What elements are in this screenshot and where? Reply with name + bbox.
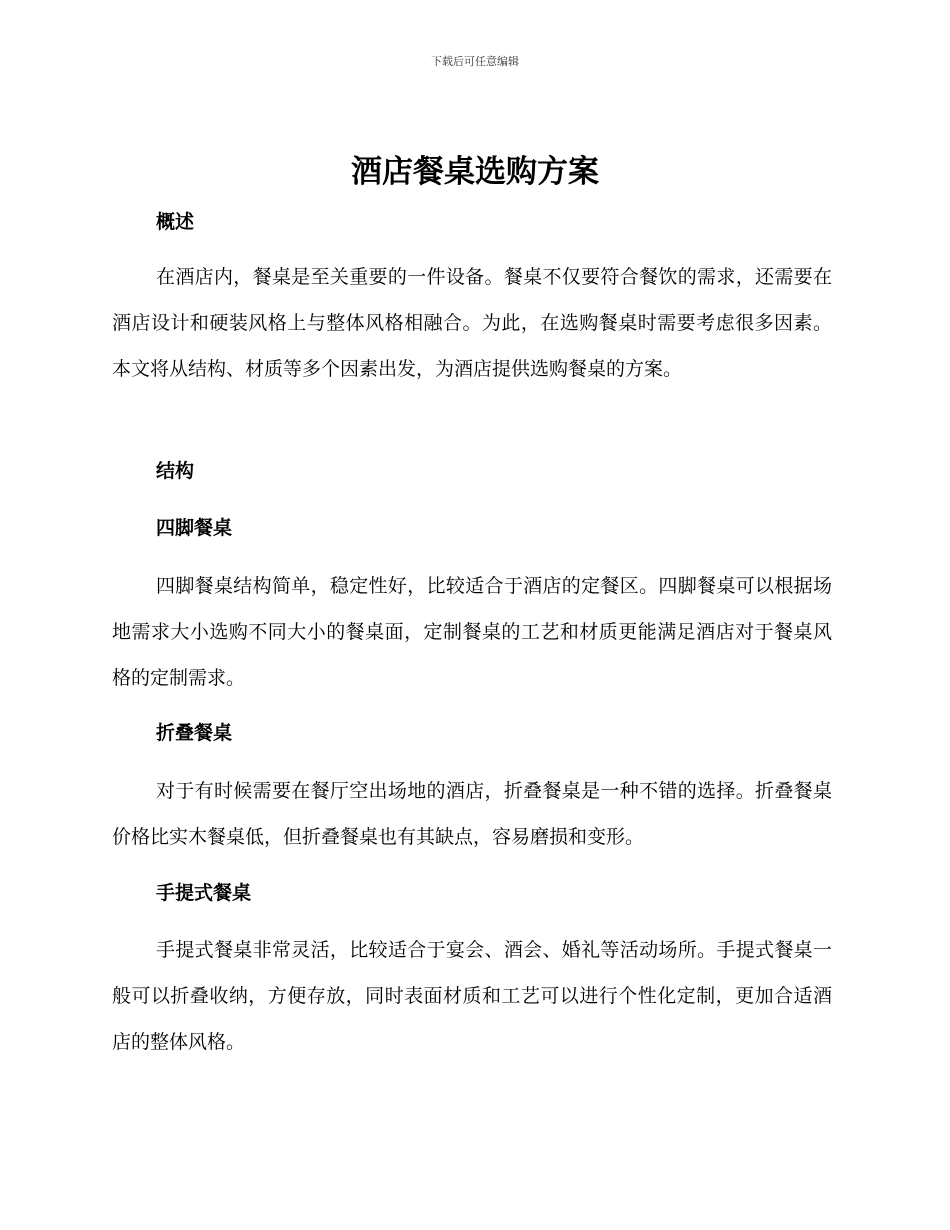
subsection-paragraph-portable: 手提式餐桌非常灵活，比较适合于宴会、酒会、婚礼等活动场所。手提式餐桌一般可以折叠收纳，方便存放，同时表面材质和工艺可以进行个性化定制，更加合适酒店的整体风格。 (112, 939, 832, 1053)
page-header-note: 下载后可任意编辑 (431, 55, 519, 68)
subsection-paragraph-folding: 对于有时候需要在餐厅空出场地的酒店，折叠餐桌是一种不错的选择。折叠餐桌价格比实木餐桌低，但折叠餐桌也有其缺点，容易磨损和变形。 (112, 780, 832, 848)
subsection-paragraph-four-leg: 四脚餐桌结构简单，稳定性好，比较适合于酒店的定餐区。四脚餐桌可以根据场地需求大小选购不同大小的餐桌面，定制餐桌的工艺和材质更能满足酒店对于餐桌风格的定制需求。 (112, 575, 832, 689)
section-heading-overview: 概述 (156, 211, 195, 233)
document-title: 酒店餐桌选购方案 (351, 154, 599, 190)
subsection-heading-portable: 手提式餐桌 (156, 882, 252, 904)
subsection-heading-folding: 折叠餐桌 (156, 722, 233, 744)
subsection-heading-four-leg: 四脚餐桌 (156, 517, 233, 539)
section-heading-structure: 结构 (156, 460, 195, 482)
section-paragraph-overview: 在酒店内，餐桌是至关重要的一件设备。餐桌不仅要符合餐饮的需求，还需要在酒店设计和硬装风格上与整体风格相融合。为此，在选购餐桌时需要考虑很多因素。本文将从结构、材质等多个因素出发，为酒店提供选购餐桌的方案。 (112, 266, 832, 380)
